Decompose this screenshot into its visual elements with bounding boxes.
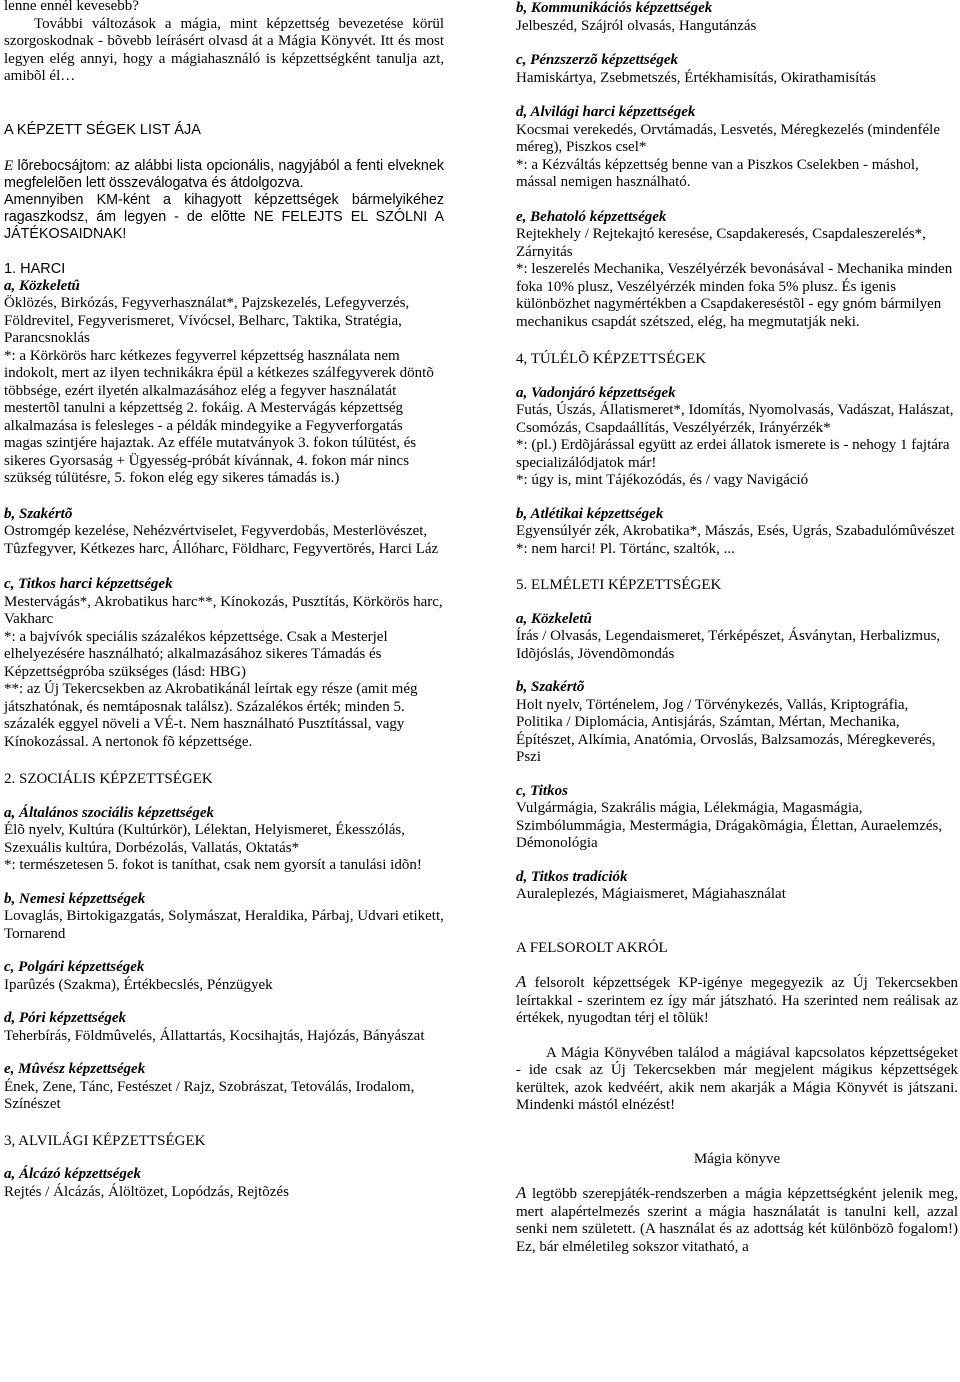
section-4a-note-1: *: (pl.) Erdõjárással együtt az erdei állatok ismerete is - nehogy 1 fajtára specializálódjatok már! bbox=[516, 437, 950, 471]
section-3-title: 3, ALVILÁGI KÉPZETTSÉGEK bbox=[4, 1132, 206, 1149]
section-3e-note: *: leszerelés Mechanika, Veszélyérzék bevonásával - Mechanika minden foka 10% plusz, Veszélyérzék minden foka 5% plusz. És igenis különbözhet nagymértékben a Csapdakereséstõl - egy gnóm bármilyen mechanikus csapdát szétszed, elég, ha megmutatják neki. bbox=[516, 261, 953, 330]
magia-konyve-title: Mágia könyve bbox=[693, 1150, 781, 1167]
intro-continuation: lenne ennél kevesebb? bbox=[4, 0, 139, 14]
section-3a-body: Rejtés / Álcázás, Álöltözet, Lopódzás, Rejtõzés bbox=[4, 1183, 289, 1200]
section-2e-title: e, Mûvész képzettségek bbox=[4, 1061, 146, 1077]
section-3e-title: e, Behatoló képzettségek bbox=[516, 208, 667, 225]
section-3a-title: a, Álcázó képzettségek bbox=[4, 1166, 142, 1182]
felsorolt-text: felsorolt képzettségek KP-igénye megegyezik az Új Tekercsekben leírtakkal - szerintem ez így már játszható. Ha szerinted nem reálisak az értékek, nyugodtan térj el tõlük! bbox=[516, 975, 958, 1026]
section-1a-body: Öklözés, Birkózás, Fegyverhasználat*, Pajzskezelés, Lefegyverzés, Földrevitel, Fegyverismeret, Vívócsel, Belharc, Taktika, Stratégia, Parancsnoklás bbox=[4, 295, 410, 346]
section-2a-body: Élõ nyelv, Kultúra (Kultúrkör), Lélektan, Helyismeret, Ékesszólás, Szexuális kultúra, Dorbézolás, Vallatás, Oktatás* bbox=[4, 822, 405, 856]
section-5c-body: Vulgármágia, Szakrális mágia, Lélekmágia, Magasmágia, Szimbólummágia, Mestermágia, Drágakõmágia, Élettan, Auraelemzés, Démonológia bbox=[516, 800, 943, 851]
magia-konyve-text: legtöbb szerepjáték-rendszerben a mágia képzettségként jelenik meg, mert alapértelmezés szerint a mágia használatát is tanulni kell, azzal senki nem született. (A használat és az adottság két különbözõ fogalom!) Ez, bár elméletileg sokszor vitatható, a bbox=[516, 1186, 959, 1255]
section-2b-title: b, Nemesi képzettségek bbox=[4, 890, 146, 907]
section-5d-title: d, Titkos tradíciók bbox=[516, 868, 628, 885]
section-1b-title: b, Szakértõ bbox=[4, 505, 73, 522]
felsorolt-paragraph bbox=[516, 973, 958, 1028]
section-4-title: 4, TÚLÉLÕ KÉPZETTSÉGEK bbox=[516, 351, 707, 367]
intro-note-text: lõrebocsájtom: az alábbi lista opcionális, nagyjából a fenti elveknek megfelelõen lett összeválogatva és átdolgozva. bbox=[4, 157, 444, 191]
section-3b-title: b, Kommunikációs képzettségek bbox=[516, 0, 713, 16]
magia-paragraph: A Mágia Könyvében találod a mágiával kapcsolatos képzettségeket - ide csak az Új Tekercsekben már megjelent mágikus képzettségek kerültek, azok kedvéért, akik nem akarják a Mágia Könyvét is játszani. Mindenki mástól elnézést! bbox=[516, 1044, 958, 1113]
section-2a-title: a, Általános szociális képzettségek bbox=[4, 804, 214, 821]
section-4a-body: Futás, Úszás, Állatismeret*, Idomítás, Nyomolvasás, Vadászat, Halászat, Csomózás, Csapdaállítás, Veszélyérzék, Irányérzék* bbox=[516, 402, 954, 436]
section-1c-body: Mestervágás*, Akrobatikus harc**, Kínokozás, Pusztítás, Körkörös harc, Vakharc bbox=[4, 593, 443, 627]
section-3c-body: Hamiskártya, Zsebmetszés, Értékhamisítás, Okirathamisítás bbox=[516, 69, 876, 86]
magia-konyve-initial: A bbox=[516, 1183, 527, 1202]
section-3e-body: Rejtekhely / Rejtekajtó keresése, Csapdakeresés, Csapdaleszerelés*, Zárnyitás bbox=[516, 226, 926, 260]
intro-note-initial: E bbox=[4, 157, 14, 174]
section-2e-body: Ének, Zene, Tánc, Festészet / Rajz, Szobrászat, Tetoválás, Irodalom, Színészet bbox=[4, 1078, 415, 1112]
section-2d-body: Teherbírás, Földmûvelés, Állattartás, Kocsihajtás, Hajózás, Bányászat bbox=[4, 1027, 425, 1044]
section-3d-note: *: a Kézváltás képzettség benne van a Piszkos Cselekben - máshol, mással nemigen használható. bbox=[516, 156, 919, 190]
section-3c-title: c, Pénzszerzõ képzettségek bbox=[516, 52, 679, 68]
section-4b-body: Egyensúlyér zék, Akrobatika*, Mászás, Esés, Ugrás, Szabadulómûvészet bbox=[516, 523, 955, 539]
section-4b-note: *: nem harci! Pl. Törtánc, szaltók, ... bbox=[516, 540, 735, 557]
section-1a-note: *: a Körkörös harc kétkezes fegyverrel képzettség használata nem indokolt, mert az ilyen technikákra épül a kétkezes szálfegyverek döntõ többsége, ezért ilyetén alkalmazásához elég a fegyver használatát mestertõl tanulni a képzettség 2. fokáig. A Mestervágás képzettség alkalmazása is felesleges - a példák mindegyike a Fegyverforgatás magas szintjére hajaztak. Az efféle mutatványok 3. fokon túlütést, és sikeres Gyorsaság + Ügyesség-próbát kívánnak, 4. fokon már nincs szükség túlütésre, 5. fokon elég egy sikeres támadás is.) bbox=[4, 347, 434, 486]
section-1a-title: a, Közkeletû bbox=[4, 277, 80, 294]
felsorolt-title: A FELSOROLT AKRÓL bbox=[516, 939, 668, 956]
section-1c-note-2: **: az Új Tekercsekben az Akrobatikánál leírtak egy része (amit még játszhatónak, és nemtáposnak találsz). Százalékos érték; minden 5. százalék eggyel növeli a VÉ-t. Nem használható Pusztítással, vagy Kínokozással. A nertonok fõ képzettsége. bbox=[4, 681, 418, 750]
section-2d-title: d, Póri képzettségek bbox=[4, 1010, 127, 1026]
section-3b-body: Jelbeszéd, Szájról olvasás, Hangutánzás bbox=[516, 17, 757, 34]
section-1-title: 1. HARCI bbox=[4, 260, 66, 277]
section-5-title: 5. ELMÉLETI KÉPZETTSÉGEK bbox=[516, 577, 722, 593]
section-5a-title: a, Közkeletû bbox=[516, 610, 592, 627]
section-2b-body: Lovaglás, Birtokigazgatás, Solymászat, Heraldika, Párbaj, Udvari etikett, Tornarend bbox=[4, 908, 444, 942]
section-2c-title: c, Polgári képzettségek bbox=[4, 959, 145, 975]
section-5b-body: Holt nyelv, Történelem, Jog / Törvénykezés, Vallás, Kriptográfia, Politika / Diplomácia, Antisjárás, Számtan, Mértan, Mechanika, Építészet, Alkímia, Anatómia, Orvoslás, Balzsamozás, Méregkeverés, Pszi bbox=[516, 696, 936, 765]
section-1b-body: Ostromgép kezelése, Nehézvértviselet, Fegyverdobás, Mesterlövészet, Tûzfegyver, Kétkezes harc, Állóharc, Földharc, Fegyvertörés, Harci Láz bbox=[4, 523, 439, 557]
section-5d-body: Auraleplezés, Mágiaismeret, Mágiahasználat bbox=[516, 886, 786, 902]
section-2a-note: *: természetesen 5. fokot is taníthat, csak nem gyorsít a tanulási idõn! bbox=[4, 857, 422, 873]
right-column bbox=[516, 0, 958, 1256]
section-2c-body: Iparûzés (Szakma), Értékbecslés, Pénzügyek bbox=[4, 976, 273, 993]
section-4a-note-2: *: úgy is, mint Tájékozódás, és / vagy Navigáció bbox=[516, 472, 809, 488]
section-3d-title: d, Alvilági harci képzettségek bbox=[516, 104, 696, 120]
section-5a-body: Írás / Olvasás, Legendaismeret, Térképészet, Ásványtan, Herbalizmus, Idõjóslás, Jövendõmondás bbox=[516, 628, 941, 662]
intro-paragraph: További változások a mágia, mint képzettség bevezetése körül szorgoskodnak - bõvebb leírásért olvasd át a Mágia Könyvét. Itt és most legyen elég annyi, hogy a mágiahasználó is képzettségként tanulja azt, amibõl él… bbox=[4, 15, 444, 84]
section-4a-title: a, Vadonjáró képzettségek bbox=[516, 384, 676, 401]
magia-konyve-paragraph bbox=[516, 1184, 958, 1256]
felsorolt-initial: A bbox=[516, 972, 527, 991]
section-5b-title: b, Szakértõ bbox=[516, 679, 585, 695]
section-4b-title: b, Atlétikai képzettségek bbox=[516, 505, 664, 522]
skill-list-title: A KÉPZETT SÉGEK LIST ÁJA bbox=[4, 121, 201, 138]
section-5c-title: c, Titkos bbox=[516, 782, 568, 799]
intro-warning: Amennyiben KM-ként a kihagyott képzettségek bármelyikéhez ragaszkodsz, ám legyen - de elõtte NE FELEJTS EL SZÓLNI A JÁTÉKOSAIDNAK! bbox=[4, 191, 444, 242]
section-3d-body: Kocsmai verekedés, Orvtámadás, Lesvetés, Méregkezelés (mindenféle méreg), Piszkos csel* bbox=[516, 121, 940, 155]
section-2-title: 2. SZOCIÁLIS KÉPZETTSÉGEK bbox=[4, 771, 213, 787]
intro-note bbox=[4, 158, 444, 192]
section-1c-title: c, Titkos harci képzettségek bbox=[4, 576, 173, 592]
left-column bbox=[4, 0, 444, 1201]
section-1c-note-1: *: a bajvívók speciális százalékos képzettsége. Csak a Mesterjel elhelyezésére használható; alkalmazásához sikeres Támadás és Képzettségpróba szükséges (lásd: HBG) bbox=[4, 628, 388, 680]
